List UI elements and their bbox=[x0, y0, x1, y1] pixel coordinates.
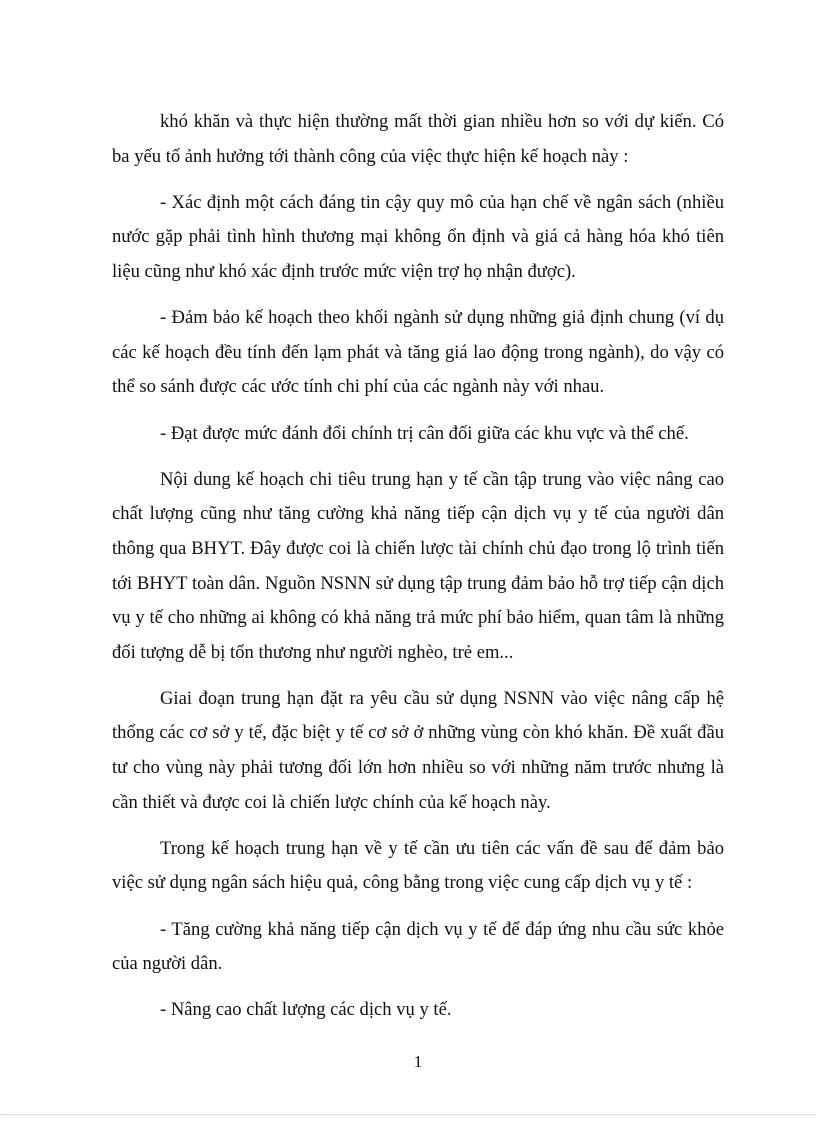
paragraph-plan-content: Nội dung kế hoạch chi tiêu trung hạn y tế cần tập trung vào việc nâng cao chất lượng cũng như tăng cường khả năng tiếp cận dịch vụ y tế của người dân thông qua BHYT. Đây được coi là chiến lược tài chính chủ đạo trong lộ trình tiến tới BHYT toàn dân. Nguồn NSNN sử dụng tập trung đảm bảo hỗ trợ tiếp cận dịch vụ y tế cho những ai không có khả năng trả mức phí bảo hiểm, quan tâm là những đối tượng dễ bị tổn thương như người nghèo, trẻ em... bbox=[112, 468, 724, 663]
page-number: 1 bbox=[413, 1052, 423, 1071]
body-text bbox=[112, 105, 724, 1040]
paragraph-bullet-budget-constraint: - Xác định một cách đáng tin cậy quy mô của hạn chế về ngân sách (nhiều nước gặp phải tình hình thương mại không ổn định và giá cả hàng hóa khó tiên liệu cũng như khó xác định trước mức viện trợ họ nhận được). bbox=[112, 191, 724, 282]
paragraph-bullet-access: - Tăng cường khả năng tiếp cận dịch vụ y tế để đáp ứng nhu cầu sức khỏe của người dân. bbox=[112, 918, 724, 975]
paragraph-bullet-quality: - Nâng cao chất lượng các dịch vụ y tế. bbox=[160, 999, 452, 1021]
paragraph-priorities-intro: Trong kế hoạch trung hạn về y tế cần ưu tiên các vấn đề sau để đảm bảo việc sử dụng ngân sách hiệu quả, công bằng trong việc cung cấp dịch vụ y tế : bbox=[112, 837, 724, 894]
paragraph-bullet-political-tradeoff: - Đạt được mức đánh đổi chính trị cân đối giữa các khu vực và thể chế. bbox=[160, 422, 689, 444]
paragraph-medium-term-stage: Giai đoạn trung hạn đặt ra yêu cầu sử dụng NSNN vào việc nâng cấp hệ thống các cơ sở y tế, đặc biệt y tế cơ sở ở những vùng còn khó khăn. Đề xuất đầu tư cho vùng này phải tương đối lớn hơn nhiều so với những năm trước nhưng là cần thiết và được coi là chiến lược chính của kế hoạch này. bbox=[112, 687, 724, 813]
page-bottom-divider bbox=[0, 1114, 816, 1115]
paragraph-bullet-sector-plans: - Đảm bảo kế hoạch theo khối ngành sử dụng những giả định chung (ví dụ các kế hoạch đều tính đến lạm phát và tăng giá lao động trong ngành), do vậy có thể so sánh được các ước tính chi phí của các ngành này với nhau. bbox=[112, 307, 724, 398]
paragraph-continuation: khó khăn và thực hiện thường mất thời gian nhiều hơn so với dự kiến. Có ba yếu tố ảnh hưởng tới thành công của việc thực hiện kế hoạch này : bbox=[112, 111, 724, 167]
